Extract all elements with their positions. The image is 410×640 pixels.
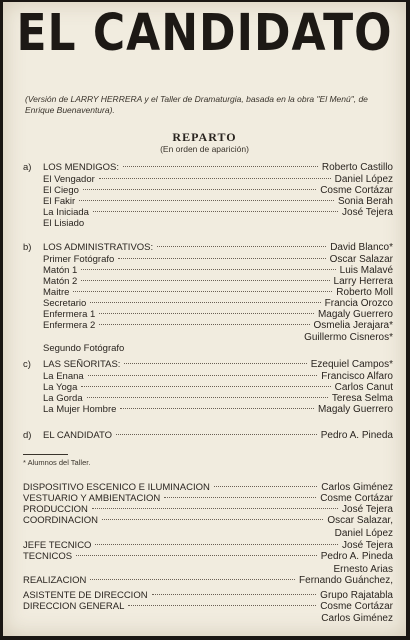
cast-actor: Pedro A. Pineda xyxy=(320,430,393,441)
credit-row xyxy=(23,575,393,586)
cast-role: La Gorda xyxy=(43,393,83,404)
dot-leader xyxy=(164,497,316,498)
credit-row xyxy=(23,551,393,562)
dot-leader xyxy=(157,246,326,247)
cast-actor: Magaly Guerrero xyxy=(317,404,393,415)
cast-section-mark: b) xyxy=(23,242,32,253)
cast-role: Primer Fotógrafo xyxy=(43,254,115,265)
cast-row xyxy=(23,430,393,442)
cast-row xyxy=(23,359,393,371)
cast-actor: Sonia Berah xyxy=(337,196,393,207)
credit-role: REALIZACION xyxy=(23,575,87,586)
credit-row xyxy=(23,540,393,551)
dot-leader xyxy=(73,291,332,292)
credit-name: Daniel López xyxy=(334,528,393,539)
dot-leader xyxy=(99,324,309,325)
reparto-heading: REPARTO xyxy=(172,130,237,144)
cast-actor: Guillermo Cisneros* xyxy=(304,332,393,343)
cast-role: LOS ADMINISTRATIVOS: xyxy=(43,242,154,253)
credit-row xyxy=(23,504,393,515)
footnote: * Alumnos del Taller. xyxy=(23,458,91,467)
cast-role: Enfermera 2 xyxy=(43,320,96,331)
dot-leader xyxy=(116,434,317,435)
dot-leader xyxy=(81,386,330,387)
cast-actor: Magaly Guerrero xyxy=(317,309,393,320)
credit-row xyxy=(23,613,393,624)
program-page xyxy=(3,2,406,636)
credit-name: Carlos Giménez xyxy=(321,482,393,493)
cast-role: El Vengador xyxy=(43,174,95,185)
dot-leader xyxy=(99,313,314,314)
cast-role: LOS MENDIGOS: xyxy=(43,162,120,173)
cast-role: Enfermera 1 xyxy=(43,309,96,320)
cast-actor: José Tejera xyxy=(342,207,393,218)
intro-text: (Versión de LARRY HERRERA y el Taller de Dramaturgia, basada en la obra "El Menú", de Enrique Buenaventura). xyxy=(25,94,368,115)
credit-role: PRODUCCION xyxy=(23,504,88,515)
cast-role: Segundo Fotógrafo xyxy=(43,343,125,354)
cast-role: La Enana xyxy=(43,371,84,382)
cast-role: La Mujer Hombre xyxy=(43,404,117,415)
cast-actor: Daniel López xyxy=(334,174,393,185)
credit-name: Fernando Guánchez, xyxy=(299,575,393,586)
dot-leader xyxy=(79,200,334,201)
cast-actor: Cosme Cortázar xyxy=(320,185,393,196)
dot-leader xyxy=(128,605,316,606)
credit-name: Cosme Cortázar xyxy=(320,601,393,612)
cast-role: El Fakir xyxy=(43,196,76,207)
credit-row xyxy=(23,564,393,575)
cast-role: Matón 1 xyxy=(43,265,78,276)
dot-leader xyxy=(123,166,318,167)
credit-name: Pedro A. Pineda xyxy=(320,551,393,562)
credit-row xyxy=(23,601,393,612)
credit-name: José Tejera xyxy=(342,540,393,551)
dot-leader xyxy=(81,269,335,270)
credit-role: DIRECCION GENERAL xyxy=(23,601,125,612)
cast-actor: Francia Orozco xyxy=(324,298,393,309)
cast-role: Secretario xyxy=(43,298,87,309)
credit-name: Grupo Rajatabla xyxy=(320,590,393,601)
cast-row xyxy=(23,404,393,416)
cast-actor: Roberto Castillo xyxy=(321,162,393,173)
credit-name: Cosme Cortázar xyxy=(320,493,393,504)
credit-row xyxy=(23,590,393,601)
dot-leader xyxy=(214,486,317,487)
credit-row xyxy=(23,482,393,493)
cast-actor: Oscar Salazar xyxy=(329,254,393,265)
credit-name: Carlos Giménez xyxy=(321,613,393,624)
cast-row xyxy=(23,162,393,174)
credit-role: ASISTENTE DE DIRECCION xyxy=(23,590,148,601)
cast-section-mark: d) xyxy=(23,430,32,441)
dot-leader xyxy=(102,519,323,520)
cast-actor: Osmelia Jerajara* xyxy=(313,320,393,331)
cast-role: La Iniciada xyxy=(43,207,89,218)
dot-leader xyxy=(92,508,338,509)
dot-leader xyxy=(87,397,328,398)
cast-actor: Roberto Moll xyxy=(336,287,393,298)
cast-actor: David Blanco* xyxy=(330,242,393,253)
cast-actor: Ezequiel Campos* xyxy=(310,359,393,370)
dot-leader xyxy=(76,555,317,556)
credit-name: José Tejera xyxy=(342,504,393,515)
cast-actor: Carlos Canut xyxy=(334,382,393,393)
cast-role: El Ciego xyxy=(43,185,79,196)
cast-row xyxy=(23,343,393,355)
credit-row xyxy=(23,515,393,526)
cast-section-mark: a) xyxy=(23,162,32,173)
dot-leader xyxy=(120,408,314,409)
cast-role: LAS SEÑORITAS: xyxy=(43,359,121,370)
credit-row xyxy=(23,493,393,504)
credit-role: COORDINACION xyxy=(23,515,98,526)
dot-leader xyxy=(88,375,318,376)
cast-row xyxy=(23,218,393,230)
cast-actor: Luis Malavé xyxy=(339,265,393,276)
cast-role: EL CANDIDATO xyxy=(43,430,112,441)
cast-section-mark: c) xyxy=(23,359,31,370)
cast-actor: Teresa Selma xyxy=(331,393,393,404)
dot-leader xyxy=(99,178,331,179)
play-title: EL CANDIDATO xyxy=(16,4,393,63)
footnote-divider xyxy=(23,454,68,455)
dot-leader xyxy=(118,258,325,259)
cast-role: El Lisiado xyxy=(43,218,85,229)
dot-leader xyxy=(124,363,306,364)
credit-role: JEFE TECNICO xyxy=(23,540,92,551)
dot-leader xyxy=(90,579,295,580)
dot-leader xyxy=(95,544,338,545)
dot-leader xyxy=(152,594,317,595)
cast-actor: Larry Herrera xyxy=(333,276,393,287)
dot-leader xyxy=(83,189,316,190)
credit-row xyxy=(23,528,393,539)
credit-name: Oscar Salazar, xyxy=(327,515,393,526)
cast-role: Maitre xyxy=(43,287,70,298)
dot-leader xyxy=(93,211,338,212)
credit-role: DISPOSITIVO ESCENICO E ILUMINACION xyxy=(23,482,210,493)
cast-row xyxy=(23,320,393,332)
credit-name: Ernesto Arias xyxy=(333,564,393,575)
cast-actor: Francisco Alfaro xyxy=(321,371,393,382)
cast-row xyxy=(23,242,393,254)
dot-leader xyxy=(81,280,329,281)
credit-role: VESTUARIO Y AMBIENTACION xyxy=(23,493,161,504)
dot-leader xyxy=(90,302,320,303)
cast-role: La Yoga xyxy=(43,382,78,393)
reparto-subheading: (En orden de aparición) xyxy=(160,144,249,154)
cast-role: Matón 2 xyxy=(43,276,78,287)
credit-role: TECNICOS xyxy=(23,551,73,562)
